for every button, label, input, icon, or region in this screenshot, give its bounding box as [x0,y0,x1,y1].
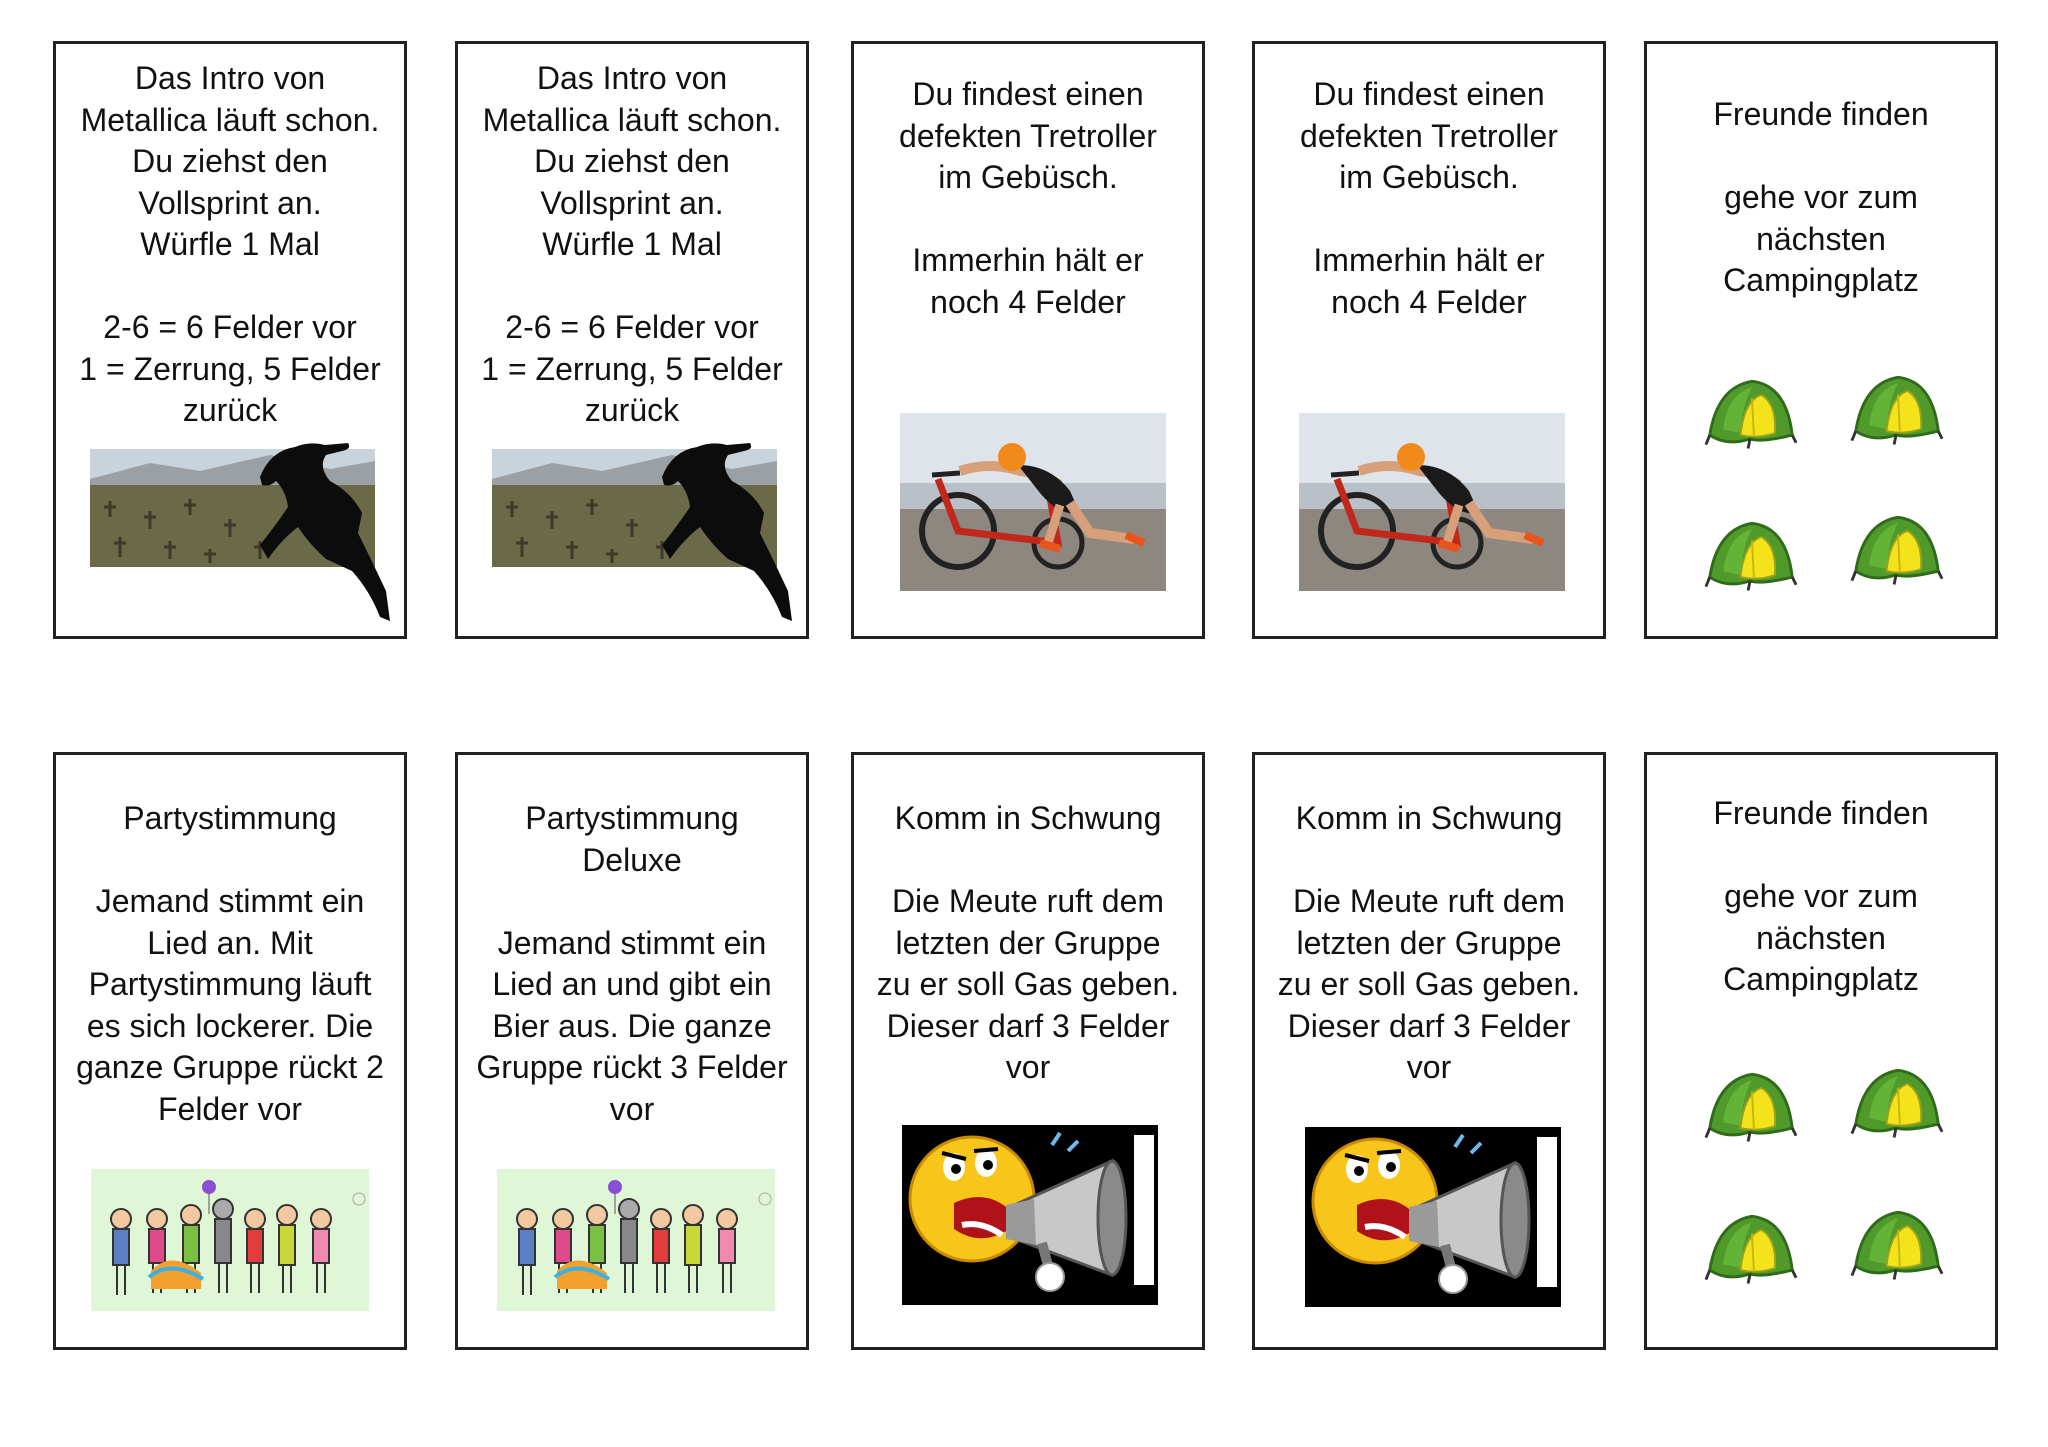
event-card-freunde-finden[interactable] [1644,752,1998,1350]
event-card-komm-in-schwung[interactable] [1252,752,1606,1350]
card-text: Du findest einen defekten Tretroller im Gebüsch. Immerhin hält er noch 4 Felder [899,76,1157,320]
card-text: Du findest einen defekten Tretroller im Gebüsch. Immerhin hält er noch 4 Felder [1300,76,1558,320]
card-text: Das Intro von Metallica läuft schon. Du ziehst den Vollsprint an. Würfle 1 Mal 2-6 = 6 Felder vor 1 = Zerrung, 5 Felder zurück [481,60,783,428]
tent-icon [1704,1205,1798,1291]
event-card-tretroller[interactable] [851,41,1205,639]
card-text: Komm in Schwung Die Meute ruft dem letzten der Gruppe zu er soll Gas geben. Dieser darf 3 Felder vor [1277,800,1581,1085]
event-card-metallica[interactable] [53,41,407,639]
kick-scooter-rider-image [900,413,1166,591]
card-text: Partystimmung Jemand stimmt ein Lied an. Mit Partystimmung läuft es sich lockerer. Die ganze Gruppe rückt 2 Felder vor [76,800,384,1127]
event-card-partystimmung-deluxe[interactable] [455,752,809,1350]
megaphone-smiley-image [902,1125,1158,1305]
event-card-partystimmung[interactable] [53,752,407,1350]
sprinter-graveyard-image [489,441,795,626]
card-text: Partystimmung Deluxe Jemand stimmt ein Lied an und gibt ein Bier aus. Die ganze Gruppe rückt 3 Felder vor [476,800,788,1127]
tent-icon [1704,1063,1798,1149]
event-card-komm-in-schwung[interactable] [851,752,1205,1350]
tent-icon [1850,366,1944,452]
event-card-freunde-finden[interactable] [1644,41,1998,639]
card-text: Freunde finden gehe vor zum nächsten Campingplatz [1713,795,1929,997]
party-conga-line-image [497,1169,775,1311]
tent-icon [1704,370,1798,456]
event-card-tretroller[interactable] [1252,41,1606,639]
card-text: Das Intro von Metallica läuft schon. Du ziehst den Vollsprint an. Würfle 1 Mal 2-6 = 6 Felder vor 1 = Zerrung, 5 Felder zurück [79,60,381,428]
tent-icon [1850,506,1944,592]
card-text: Komm in Schwung Die Meute ruft dem letzten der Gruppe zu er soll Gas geben. Dieser darf 3 Felder vor [876,800,1180,1085]
tent-icon [1850,1201,1944,1287]
tent-icon [1850,1059,1944,1145]
sprinter-graveyard-image [90,441,390,626]
megaphone-smiley-image [1305,1127,1561,1307]
card-text: Freunde finden gehe vor zum nächsten Campingplatz [1713,96,1929,298]
kick-scooter-rider-image [1299,413,1565,591]
event-card-metallica[interactable] [455,41,809,639]
tent-icon [1704,512,1798,598]
party-conga-line-image [91,1169,369,1311]
